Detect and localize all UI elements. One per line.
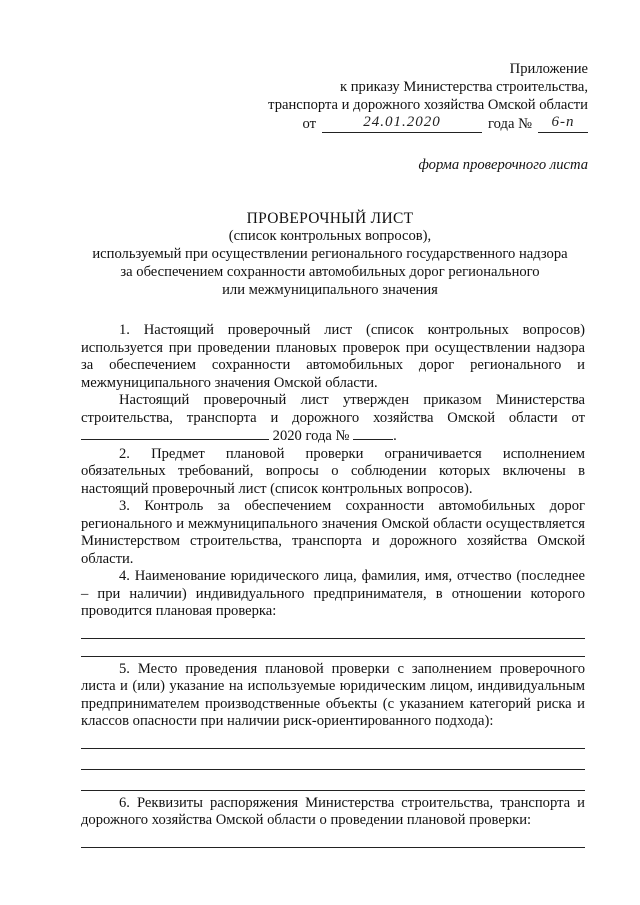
title-line-5: или межмуниципального значения bbox=[222, 282, 438, 298]
appendix-header bbox=[168, 61, 588, 133]
approval-year: 2020 года № bbox=[272, 428, 350, 444]
document-body bbox=[81, 322, 585, 848]
fill-line[interactable] bbox=[81, 656, 585, 657]
paragraph-1b bbox=[81, 392, 585, 446]
paragraph-2: 2. Предмет плановой проверки ограничивается исполнением обязательных требований, вопросы о соблюдении которых включены в настоящий проверочный лист (список контрольных вопросов). bbox=[81, 445, 585, 497]
order-number-field[interactable] bbox=[538, 113, 588, 133]
appendix-label: Приложение bbox=[509, 61, 588, 77]
form-note: форма проверочного листа bbox=[418, 157, 588, 173]
handwritten-number: 6-п bbox=[551, 113, 575, 130]
title-line-4: за обеспечением сохранности автомобильных дорог регионального bbox=[120, 264, 540, 280]
fill-line[interactable] bbox=[81, 638, 585, 639]
title-line-2: (список контрольных вопросов), bbox=[228, 228, 432, 244]
fill-line[interactable] bbox=[81, 847, 585, 848]
approval-number-blank[interactable] bbox=[353, 427, 393, 440]
paragraph-6: 6. Реквизиты распоряжения Министерства строительства, транспорта и дорожного хозяйства Омской области о проведении плановой проверки: bbox=[81, 794, 585, 828]
title-line-3: используемый при осуществлении регионального государственного надзора bbox=[92, 246, 568, 262]
paragraph-4-fill-lines bbox=[81, 638, 585, 657]
order-date-field[interactable] bbox=[322, 113, 482, 133]
from-label: от bbox=[302, 115, 317, 132]
fill-line[interactable] bbox=[81, 748, 585, 749]
paragraph-3: 3. Контроль за обеспечением сохранности автомобильных дорог регионального и межмуниципального значения Омской области осуществляется Министерством строительства, транспорта и дорожного хозяйства Омской области. bbox=[81, 498, 585, 567]
paragraph-4: 4. Наименование юридического лица, фамилия, имя, отчество (последнее – при наличии) индивидуального предпринимателя, в отношении которого проводится плановая проверка: bbox=[81, 568, 585, 619]
approval-end: . bbox=[393, 428, 397, 444]
paragraph-1b-text: Настоящий проверочный лист утвержден приказом Министерства строительства, транспорта и дорожного хозяйства Омской области от bbox=[81, 392, 585, 426]
paragraph-6-fill-lines bbox=[81, 847, 585, 848]
year-number-label: года № bbox=[488, 115, 532, 132]
paragraph-5: 5. Место проведения плановой проверки с заполнением проверочного листа и (или) указание на используемые юридическим лицом, индивидуальным предпринимателем производственные объекты (с указанием категорий риска и классов опасности при наличии риск-ориентированного подхода): bbox=[81, 660, 585, 729]
order-date-line bbox=[168, 115, 588, 133]
paragraph-1: 1. Настоящий проверочный лист (список контрольных вопросов) используется при проведении плановых проверок при осуществлении надзора за обеспечением сохранности автомобильных дорог регионального и межмуниципального значения Омской области. bbox=[81, 322, 585, 391]
document-title bbox=[80, 210, 580, 300]
appendix-ministry: транспорта и дорожного хозяйства Омской области bbox=[268, 97, 588, 113]
appendix-order-ref: к приказу Министерства строительства, bbox=[339, 79, 588, 95]
fill-line[interactable] bbox=[81, 769, 585, 770]
paragraph-5-fill-lines bbox=[81, 748, 585, 791]
approval-date-blank[interactable] bbox=[81, 427, 269, 440]
handwritten-date: 24.01.2020 bbox=[363, 113, 441, 130]
title-main: ПРОВЕРОЧНЫЙ ЛИСТ bbox=[246, 210, 414, 227]
fill-line[interactable] bbox=[81, 790, 585, 791]
